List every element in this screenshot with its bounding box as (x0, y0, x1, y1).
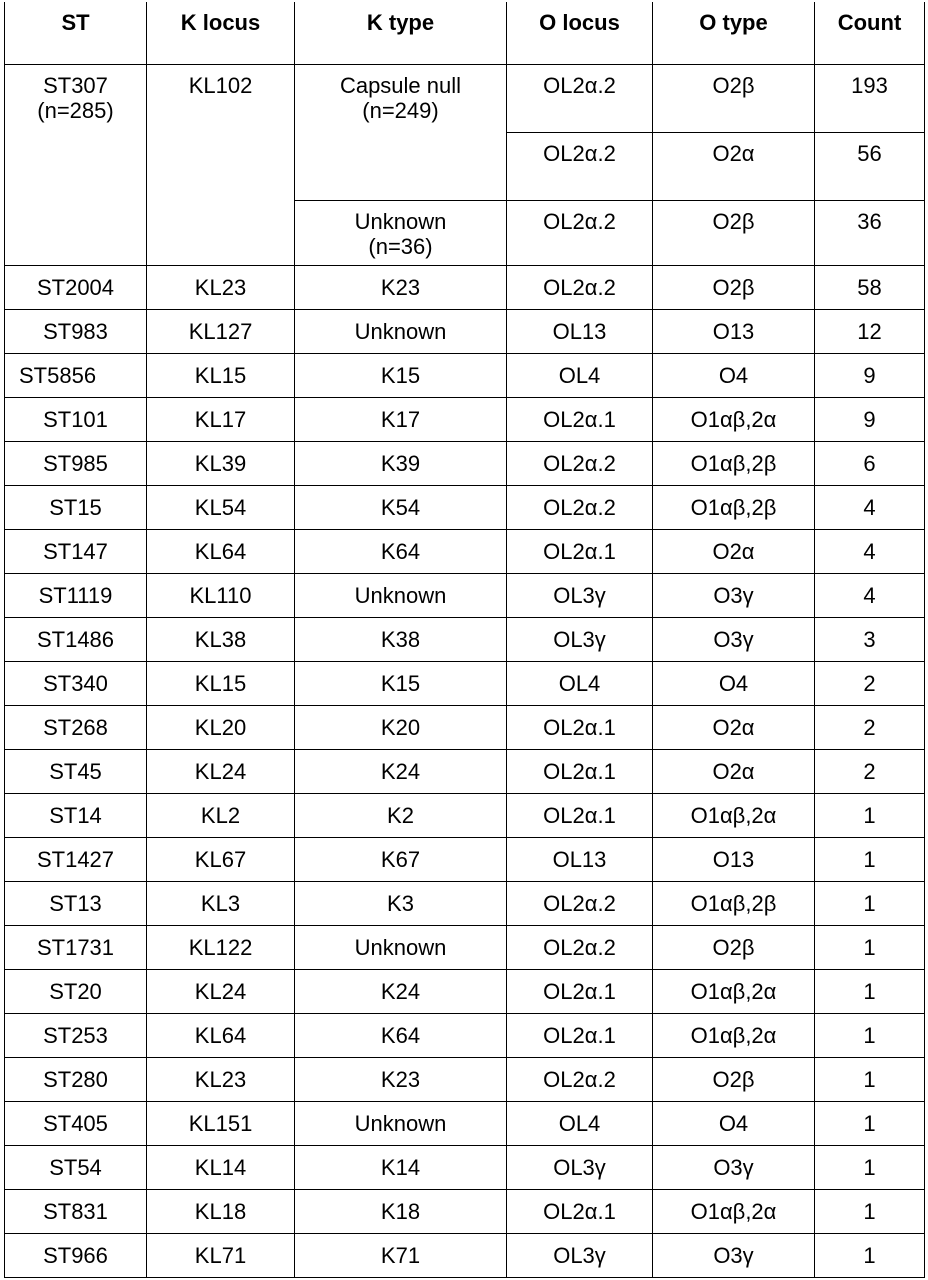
st-cell: ST14 (5, 794, 147, 838)
top-clip (0, 0, 928, 2)
st-cell: ST985 (5, 442, 147, 486)
o-type-cell: O1αβ,2α (653, 398, 815, 442)
k-type-cell: K14 (295, 1146, 507, 1190)
st-cell: ST340 (5, 662, 147, 706)
o-locus-cell: OL13 (507, 310, 653, 354)
header-k-locus: K locus (147, 1, 295, 65)
k-locus-cell: KL18 (147, 1190, 295, 1234)
o-type-cell: O2β (653, 926, 815, 970)
k-type-cell: K54 (295, 486, 507, 530)
k-type-cell: K64 (295, 530, 507, 574)
table-row (5, 1146, 925, 1190)
count-cell: 1 (815, 794, 925, 838)
count-cell: 1 (815, 926, 925, 970)
group-k-type-cell-1 (295, 65, 507, 201)
o-type-cell: O1αβ,2α (653, 970, 815, 1014)
k-type-cell: Unknown (295, 926, 507, 970)
count-cell: 1 (815, 1190, 925, 1234)
o-locus-cell: OL2α.2 (507, 882, 653, 926)
k-type-cell: K17 (295, 398, 507, 442)
count-cell: 3 (815, 618, 925, 662)
group-k-type-1-n: (n=249) (362, 98, 439, 123)
o-type-cell: O1αβ,2α (653, 1014, 815, 1058)
k-locus-cell: KL24 (147, 970, 295, 1014)
table-row (5, 1234, 925, 1278)
k-locus-cell: KL64 (147, 530, 295, 574)
k-locus-cell: KL14 (147, 1146, 295, 1190)
o-locus-cell: OL2α.1 (507, 794, 653, 838)
count-cell: 4 (815, 486, 925, 530)
table-row (5, 1102, 925, 1146)
o-locus-cell: OL13 (507, 838, 653, 882)
o-type-cell: O1αβ,2β (653, 442, 815, 486)
st-cell: ST253 (5, 1014, 147, 1058)
k-locus-cell: KL3 (147, 882, 295, 926)
k-locus-cell: KL23 (147, 1058, 295, 1102)
count-cell: 1 (815, 838, 925, 882)
st-cell: ST966 (5, 1234, 147, 1278)
k-type-cell: Unknown (295, 1102, 507, 1146)
count-cell: 1 (815, 1058, 925, 1102)
o-locus-cell: OL3γ (507, 574, 653, 618)
count-cell: 193 (815, 65, 925, 133)
st-cell: ST1119 (5, 574, 147, 618)
table-row (5, 706, 925, 750)
st-cell: ST101 (5, 398, 147, 442)
o-locus-cell: OL3γ (507, 1146, 653, 1190)
o-type-cell: O2β (653, 266, 815, 310)
o-locus-cell: OL2α.2 (507, 65, 653, 133)
k-locus-cell: KL15 (147, 354, 295, 398)
o-type-cell: O2β (653, 65, 815, 133)
k-locus-cell: KL24 (147, 750, 295, 794)
count-cell: 12 (815, 310, 925, 354)
count-cell: 1 (815, 1146, 925, 1190)
o-type-cell: O3γ (653, 1146, 815, 1190)
table-row (5, 882, 925, 926)
count-cell: 2 (815, 662, 925, 706)
o-locus-cell: OL2α.1 (507, 1190, 653, 1234)
st-cell: ST280 (5, 1058, 147, 1102)
header-o-locus: O locus (507, 1, 653, 65)
k-locus-cell: KL23 (147, 266, 295, 310)
table-row (5, 662, 925, 706)
group-st: ST307 (43, 73, 108, 98)
k-type-cell: K23 (295, 1058, 507, 1102)
k-type-cell: K71 (295, 1234, 507, 1278)
group-st-n: (n=285) (37, 98, 114, 123)
table-row (5, 618, 925, 662)
k-type-cell: K18 (295, 1190, 507, 1234)
group-k-type-2-n: (n=36) (368, 234, 433, 259)
k-locus-cell: KL151 (147, 1102, 295, 1146)
k-type-cell: K15 (295, 354, 507, 398)
o-locus-cell: OL2α.2 (507, 1058, 653, 1102)
o-locus-cell: OL2α.2 (507, 266, 653, 310)
count-cell: 1 (815, 970, 925, 1014)
o-type-cell: O2α (653, 750, 815, 794)
group-k-type-1: Capsule null (339, 73, 462, 98)
table-row (5, 838, 925, 882)
k-type-cell: K23 (295, 266, 507, 310)
st-cell: ST13 (5, 882, 147, 926)
count-cell: 1 (815, 1234, 925, 1278)
k-type-cell: K64 (295, 1014, 507, 1058)
o-type-cell: O2β (653, 1058, 815, 1102)
k-locus-cell: KL39 (147, 442, 295, 486)
count-cell: 58 (815, 266, 925, 310)
o-type-cell: O4 (653, 1102, 815, 1146)
k-type-cell: K20 (295, 706, 507, 750)
o-type-cell: O3γ (653, 1234, 815, 1278)
o-locus-cell: OL3γ (507, 618, 653, 662)
o-locus-cell: OL2α.2 (507, 926, 653, 970)
k-locus-cell: KL110 (147, 574, 295, 618)
header-o-type: O type (653, 1, 815, 65)
table-row (5, 1190, 925, 1234)
k-locus-cell: KL15 (147, 662, 295, 706)
table-row (5, 398, 925, 442)
st-cell: ST54 (5, 1146, 147, 1190)
count-cell: 9 (815, 354, 925, 398)
count-cell: 56 (815, 133, 925, 201)
k-locus-cell: KL71 (147, 1234, 295, 1278)
o-locus-cell: OL2α.2 (507, 442, 653, 486)
k-locus-cell: KL67 (147, 838, 295, 882)
count-cell: 4 (815, 574, 925, 618)
count-cell: 2 (815, 750, 925, 794)
count-cell: 1 (815, 1102, 925, 1146)
k-locus-cell: KL127 (147, 310, 295, 354)
k-type-cell: Unknown (295, 574, 507, 618)
group-k-type-2: Unknown (354, 209, 447, 234)
table-row (5, 530, 925, 574)
table-row (5, 1058, 925, 1102)
k-type-cell: K67 (295, 838, 507, 882)
group-st-cell (5, 65, 147, 266)
k-type-cell: K39 (295, 442, 507, 486)
o-type-cell: O2β (653, 201, 815, 266)
group-k-type-cell-2 (295, 201, 507, 266)
o-locus-cell: OL4 (507, 1102, 653, 1146)
count-cell: 4 (815, 530, 925, 574)
table-row (5, 65, 925, 133)
o-type-cell: O4 (653, 662, 815, 706)
table-row (5, 486, 925, 530)
table-row (5, 926, 925, 970)
st-cell: ST1427 (5, 838, 147, 882)
st-cell: ST5856 (5, 354, 147, 398)
o-locus-cell: OL2α.2 (507, 201, 653, 266)
o-locus-cell: OL2α.1 (507, 750, 653, 794)
st-cell: ST15 (5, 486, 147, 530)
table-row (5, 794, 925, 838)
table-row (5, 750, 925, 794)
o-type-cell: O1αβ,2β (653, 486, 815, 530)
o-locus-cell: OL3γ (507, 1234, 653, 1278)
group-k-locus: KL102 (147, 65, 295, 266)
table-row (5, 310, 925, 354)
o-locus-cell: OL2α.1 (507, 970, 653, 1014)
st-cell: ST268 (5, 706, 147, 750)
table-row (5, 574, 925, 618)
k-locus-cell: KL20 (147, 706, 295, 750)
k-type-cell: K3 (295, 882, 507, 926)
count-cell: 1 (815, 882, 925, 926)
k-type-cell: K15 (295, 662, 507, 706)
table-row (5, 970, 925, 1014)
k-locus-cell: KL54 (147, 486, 295, 530)
st-cell: ST405 (5, 1102, 147, 1146)
k-locus-cell: KL38 (147, 618, 295, 662)
st-cell: ST831 (5, 1190, 147, 1234)
o-type-cell: O4 (653, 354, 815, 398)
o-type-cell: O2α (653, 133, 815, 201)
count-cell: 1 (815, 1014, 925, 1058)
k-locus-cell: KL17 (147, 398, 295, 442)
header-row (5, 1, 925, 65)
o-type-cell: O3γ (653, 574, 815, 618)
k-locus-cell: KL64 (147, 1014, 295, 1058)
st-cell: ST147 (5, 530, 147, 574)
st-cell: ST45 (5, 750, 147, 794)
table-row (5, 266, 925, 310)
o-type-cell: O2α (653, 530, 815, 574)
st-typing-table (4, 0, 925, 1278)
header-k-type: K type (295, 1, 507, 65)
header-st: ST (5, 1, 147, 65)
o-type-cell: O13 (653, 310, 815, 354)
header-count: Count (815, 1, 925, 65)
k-type-cell: K38 (295, 618, 507, 662)
st-cell: ST20 (5, 970, 147, 1014)
st-cell: ST2004 (5, 266, 147, 310)
count-cell: 9 (815, 398, 925, 442)
o-locus-cell: OL2α.1 (507, 530, 653, 574)
st-cell: ST1731 (5, 926, 147, 970)
table-row (5, 442, 925, 486)
o-locus-cell: OL4 (507, 354, 653, 398)
count-cell: 2 (815, 706, 925, 750)
k-locus-cell: KL2 (147, 794, 295, 838)
count-cell: 6 (815, 442, 925, 486)
o-type-cell: O1αβ,2α (653, 1190, 815, 1234)
table-row (5, 1014, 925, 1058)
o-type-cell: O2α (653, 706, 815, 750)
k-type-cell: K2 (295, 794, 507, 838)
o-locus-cell: OL2α.2 (507, 133, 653, 201)
o-type-cell: O13 (653, 838, 815, 882)
k-type-cell: K24 (295, 970, 507, 1014)
o-locus-cell: OL2α.1 (507, 398, 653, 442)
k-locus-cell: KL122 (147, 926, 295, 970)
o-type-cell: O3γ (653, 618, 815, 662)
o-locus-cell: OL2α.1 (507, 706, 653, 750)
o-locus-cell: OL2α.1 (507, 1014, 653, 1058)
o-locus-cell: OL2α.2 (507, 486, 653, 530)
k-type-cell: K24 (295, 750, 507, 794)
o-locus-cell: OL4 (507, 662, 653, 706)
o-type-cell: O1αβ,2α (653, 794, 815, 838)
count-cell: 36 (815, 201, 925, 266)
st-cell: ST983 (5, 310, 147, 354)
o-type-cell: O1αβ,2β (653, 882, 815, 926)
st-cell: ST1486 (5, 618, 147, 662)
table-row (5, 354, 925, 398)
k-type-cell: Unknown (295, 310, 507, 354)
